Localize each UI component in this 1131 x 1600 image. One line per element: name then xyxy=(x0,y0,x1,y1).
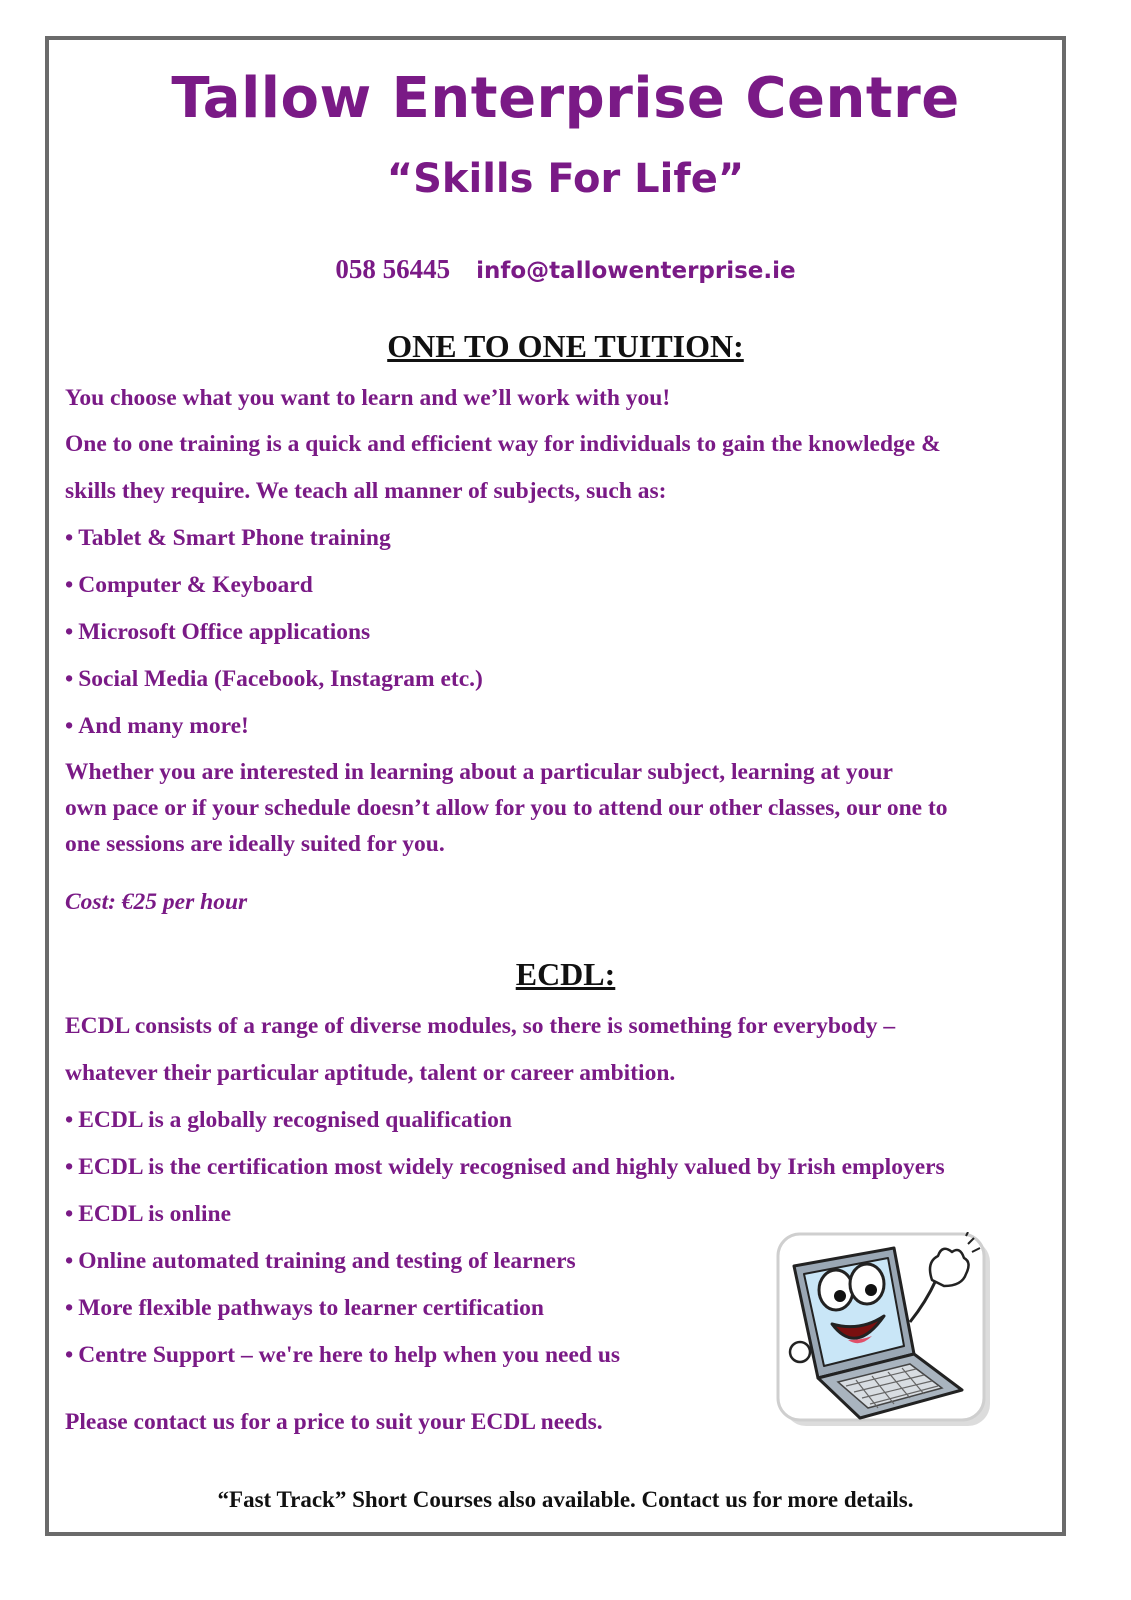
tuition-desc-line-1: One to one training is a quick and efficient way for individuals to gain the knowledge & xyxy=(65,431,941,457)
tuition-closing-line-1: Whether you are interested in learning about a particular subject, learning at your xyxy=(65,759,893,785)
list-item: • More flexible pathways to learner certification xyxy=(65,1295,544,1321)
bullet-icon: • xyxy=(65,1154,74,1180)
cartoon-laptop-waving-icon xyxy=(776,1232,992,1428)
list-item: • And many more! xyxy=(65,713,249,739)
list-item: • Computer & Keyboard xyxy=(65,572,313,598)
email-address: info@tallowenterprise.ie xyxy=(476,258,796,284)
page-subtitle: “Skills For Life” xyxy=(386,156,745,202)
bullet-icon: • xyxy=(65,1342,74,1368)
list-item: • Online automated training and testing of learners xyxy=(65,1248,576,1274)
bullet-icon: • xyxy=(65,666,74,692)
list-item: • ECDL is online xyxy=(65,1201,232,1227)
tuition-desc-line-2: skills they require. We teach all manner of subjects, such as: xyxy=(65,478,667,504)
footer-note: “Fast Track” Short Courses also available. Contact us for more details. xyxy=(217,1487,914,1512)
list-item: • Centre Support – we're here to help when you need us xyxy=(65,1342,621,1368)
tuition-closing-line-2: own pace or if your schedule doesn’t allow for you to attend our other classes, our one to xyxy=(65,795,948,821)
bullet-icon: • xyxy=(65,1201,74,1227)
contact-line xyxy=(0,254,1131,285)
ecdl-heading: ECDL: xyxy=(515,956,616,992)
tuition-heading: ONE TO ONE TUITION: xyxy=(387,328,744,364)
ecdl-desc-line-2: whatever their particular aptitude, talent or career ambition. xyxy=(65,1060,676,1086)
tuition-closing-line-3: one sessions are ideally suited for you. xyxy=(65,831,445,857)
list-item: • ECDL is a globally recognised qualification xyxy=(65,1107,512,1133)
bullet-icon: • xyxy=(65,1107,74,1133)
bullet-icon: • xyxy=(65,525,74,551)
bullet-icon: • xyxy=(65,1248,74,1274)
list-item: • Tablet & Smart Phone training xyxy=(65,525,391,551)
ecdl-desc-line-1: ECDL consists of a range of diverse modules, so there is something for everybody – xyxy=(65,1013,896,1039)
phone-number: 058 56445 xyxy=(335,254,451,284)
tuition-cost: Cost: €25 per hour xyxy=(65,889,248,915)
list-item: • Microsoft Office applications xyxy=(65,619,371,645)
bullet-icon: • xyxy=(65,1295,74,1321)
list-item: • ECDL is the certification most widely recognised and highly valued by Irish employers xyxy=(65,1154,945,1180)
page-title: Tallow Enterprise Centre xyxy=(171,66,960,131)
ecdl-contact-note: Please contact us for a price to suit your ECDL needs. xyxy=(65,1409,603,1435)
bullet-icon: • xyxy=(65,572,74,598)
bullet-icon: • xyxy=(65,619,74,645)
list-item: • Social Media (Facebook, Instagram etc.) xyxy=(65,666,483,692)
tuition-intro: You choose what you want to learn and we’ll work with you! xyxy=(65,385,671,411)
bullet-icon: • xyxy=(65,713,74,739)
